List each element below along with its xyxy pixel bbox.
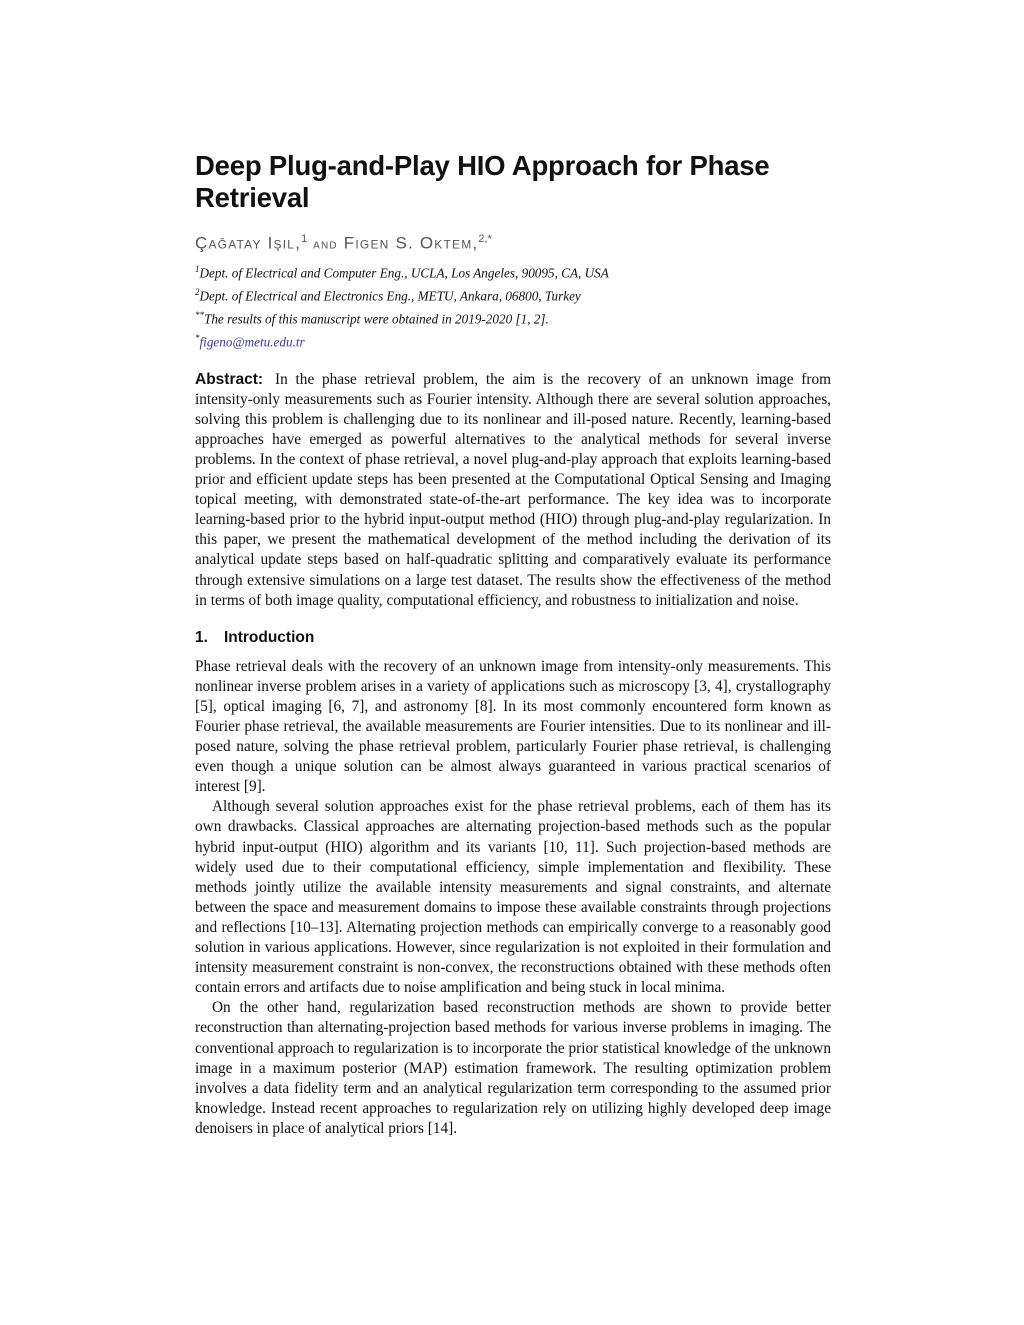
- affiliation-text: Dept. of Electrical and Electronics Eng., METU, Ankara, 06800, Turkey: [199, 288, 581, 304]
- affiliation-text: Dept. of Electrical and Computer Eng., UCLA, Los Angeles, 90095, CA, USA: [199, 265, 609, 281]
- paper-title: Deep Plug-and-Play HIO Approach for Phase Retrieval: [195, 150, 770, 213]
- affiliation-list: [195, 260, 831, 352]
- affiliation-mark: *: [195, 332, 200, 343]
- author-conjunction: and: [313, 235, 338, 252]
- corresponding-email-line: [195, 329, 831, 352]
- author-name: Çağatay Işil,: [195, 233, 302, 253]
- affiliation-line: [195, 283, 831, 306]
- author-name: Figen S. Oktem,: [343, 233, 479, 253]
- author-affil-mark: 1: [301, 233, 308, 245]
- section-title: Introduction: [223, 628, 315, 646]
- abstract: [195, 370, 831, 611]
- author-affil-mark: 2,*: [478, 233, 492, 245]
- affiliation-line: [195, 260, 831, 283]
- abstract-text: In the phase retrieval problem, the aim is the recovery of an unknown image from intensity-only measurements such as Fourier intensity. Although there are several solution approaches, solving this problem is challenging due to its nonlinear and ill-posed nature. Recently, learning-based approaches have emerged as powerful alternatives to the analytical methods for several inverse problems. In the context of phase retrieval, a novel plug-and-play approach that exploits learning-based prior and efficient update steps has been presented at the Computational Optical Sensing and Imaging topical meeting, with demonstrated state-of-the-art performance. The key idea was to incorporate learning-based prior to the hybrid input-output method (HIO) through plug-and-play regularization. In this paper, we present the mathematical development of the method including the derivation of its analytical update steps based on half-quadratic splitting and comparatively evaluate its performance through extensive simulations on a large test dataset. The results show the effectiveness of the method in terms of both image quality, computational efficiency, and robustness to initialization and noise.: [195, 370, 831, 609]
- abstract-label: Abstract:: [195, 370, 264, 388]
- section-heading: [195, 629, 831, 647]
- section-number: 1.: [195, 628, 208, 646]
- body-paragraph: On the other hand, regularization based reconstruction methods are shown to provide better reconstruction than alternating-projection based methods for various inverse problems in imaging. The conventional approach to regularization is to incorporate the prior statistical knowledge of the unknown image in a maximum posterior (MAP) estimation framework. The resulting optimization problem involves a data fidelity term and an analytical regularization term corresponding to the assumed prior knowledge. Instead recent approaches to regularization rely on utilizing highly developed deep image denoisers in place of analytical priors [14].: [195, 999, 831, 1137]
- paper-page: [195, 150, 831, 1139]
- affiliation-mark: 1: [195, 263, 200, 274]
- corresponding-email-link[interactable]: figeno@metu.edu.tr: [199, 334, 305, 349]
- affiliation-mark: **: [195, 309, 204, 320]
- affiliation-text: The results of this manuscript were obtained in 2019-2020 [1, 2].: [204, 311, 549, 327]
- body-paragraph: Although several solution approaches exist for the phase retrieval problems, each of them has its own drawbacks. Classical approaches are alternating projection-based methods such as the popular hybrid input-output (HIO) algorithm and its variants [10, 11]. Such projection-based methods are widely used due to their computational efficiency, simple implementation and flexibility. These methods jointly utilize the available intensity measurements and signal constraints, and alternate between the space and measurement domains to impose these available constraints through projections and reflections [10–13]. Alternating projection methods can empirically converge to a reasonably good solution in various applications. However, since regularization is not exploited in their formulation and intensity measurement constraint is non-convex, the reconstructions obtained with these methods often contain errors and artifacts due to noise amplification and being stuck in local minima.: [195, 798, 831, 997]
- affiliation-note: [195, 306, 831, 329]
- author-list: [195, 233, 831, 254]
- affiliation-mark: 2: [195, 286, 200, 297]
- body-paragraph: Phase retrieval deals with the recovery of an unknown image from intensity-only measurements. This nonlinear inverse problem arises in a variety of applications such as microscopy [3, 4], crystallography [5], optical imaging [6, 7], and astronomy [8]. In its most commonly encountered form known as Fourier phase retrieval, the available measurements are Fourier intensities. Due to its nonlinear and ill-posed nature, solving the phase retrieval problem, particularly Fourier phase retrieval, is challenging even though a unique solution can be almost always guaranteed in various practical scenarios of interest [9].: [195, 657, 831, 796]
